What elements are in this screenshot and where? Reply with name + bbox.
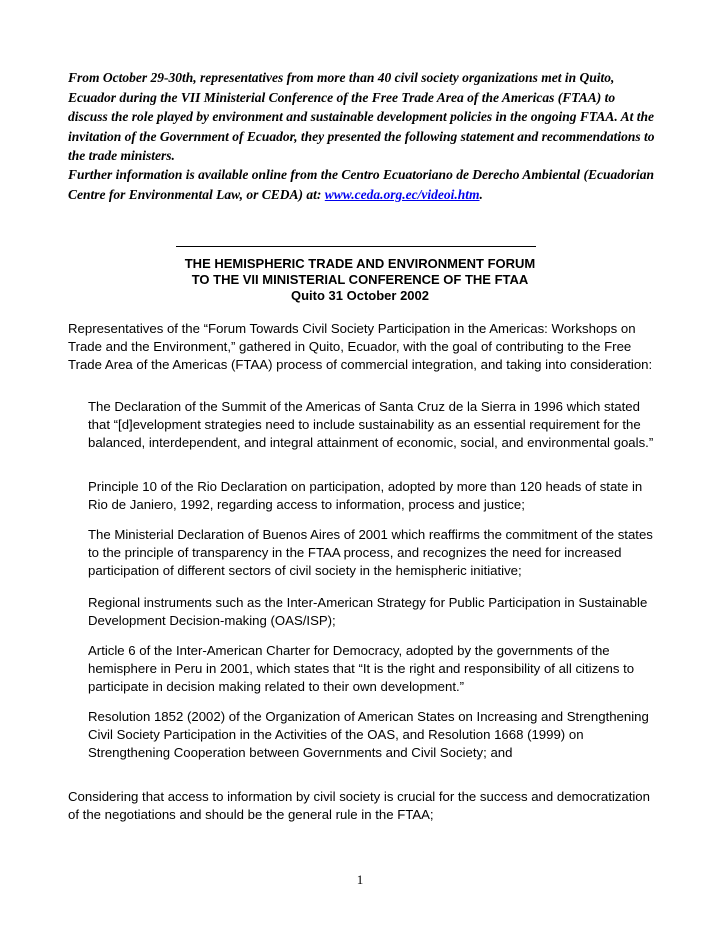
intro-paragraph: From October 29-30th, representatives from more than 40 civil society organizations met in Quito, Ecuador during the VII Ministerial Conference of the Free Trade Area of the Americas (FTAA) to discuss the role played by environment and sustainable development policies in the ongoing FTAA. At the invitation of the Government of Ecuador, they presented the following statement and recommendations to the trade ministers. bbox=[68, 70, 655, 163]
list-item-democratic-charter: Article 6 of the Inter-American Charter for Democracy, adopted by the governments of the hemisphere in Peru in 2001, which states that “It is the right and responsibility of all citizens to participate in decision making related to their own development.” bbox=[88, 643, 635, 694]
list-item-summit-declaration: The Declaration of the Summit of the Americas of Santa Cruz de la Sierra in 1996 which stated that “[d]evelopment strategies need to include sustainability as an essential requirement for the balanced, interdependent, and integral attainment of economic, social, and environmental goals.” bbox=[88, 399, 654, 450]
date-line: Quito 31 October 2002 bbox=[291, 288, 429, 303]
conference-title: TO THE VII MINISTERIAL CONFERENCE OF THE FTAA bbox=[191, 272, 529, 287]
list-item-rio-principle: Principle 10 of the Rio Declaration on participation, adopted by more than 120 heads of state in Rio de Janiero, 1992, regarding access to information, process and justice; bbox=[88, 479, 643, 512]
considering-paragraph: Considering that access to information by civil society is crucial for the success and democratization of the negotiations and should be the general rule in the FTAA; bbox=[68, 789, 650, 822]
info-period: . bbox=[479, 186, 483, 202]
info-text: Further information is available online from the Centro Ecuatoriano de Derecho Ambiental (Ecuadorian Centre for Environmental Law, or CEDA) at: bbox=[68, 167, 655, 202]
opening-paragraph: Representatives of the “Forum Towards Civil Society Participation in the Americas: Workshops on Trade and the Environment,” gathered in Quito, Ecuador, with the goal of contributing to the Free Trade Area of the Americas (FTAA) process of commercial integration, and taking into consideration: bbox=[68, 321, 653, 372]
list-item-oas-resolution: Resolution 1852 (2002) of the Organization of American States on Increasing and Strengthening Civil Society Participation in the Activities of the OAS, and Resolution 1668 (1999) on Strengthening Cooperation between Governments and Civil Society; and bbox=[88, 709, 649, 760]
page-number: 1 bbox=[356, 872, 364, 887]
separator-rule bbox=[176, 246, 536, 247]
info-paragraph bbox=[68, 165, 658, 204]
ceda-link[interactable]: www.ceda.org.ec/videoi.htm bbox=[324, 186, 480, 202]
forum-title: THE HEMISPHERIC TRADE AND ENVIRONMENT FORUM bbox=[184, 256, 536, 271]
list-item-buenos-aires: The Ministerial Declaration of Buenos Aires of 2001 which reaffirms the commitment of the states to the principle of transparency in the FTAA process, and recognizes the need for increased participation of different sectors of civil society in the hemispheric initiative; bbox=[88, 527, 653, 578]
list-item-regional-instruments: Regional instruments such as the Inter-American Strategy for Public Participation in Sustainable Development Decision-making (OAS/ISP); bbox=[88, 595, 648, 628]
